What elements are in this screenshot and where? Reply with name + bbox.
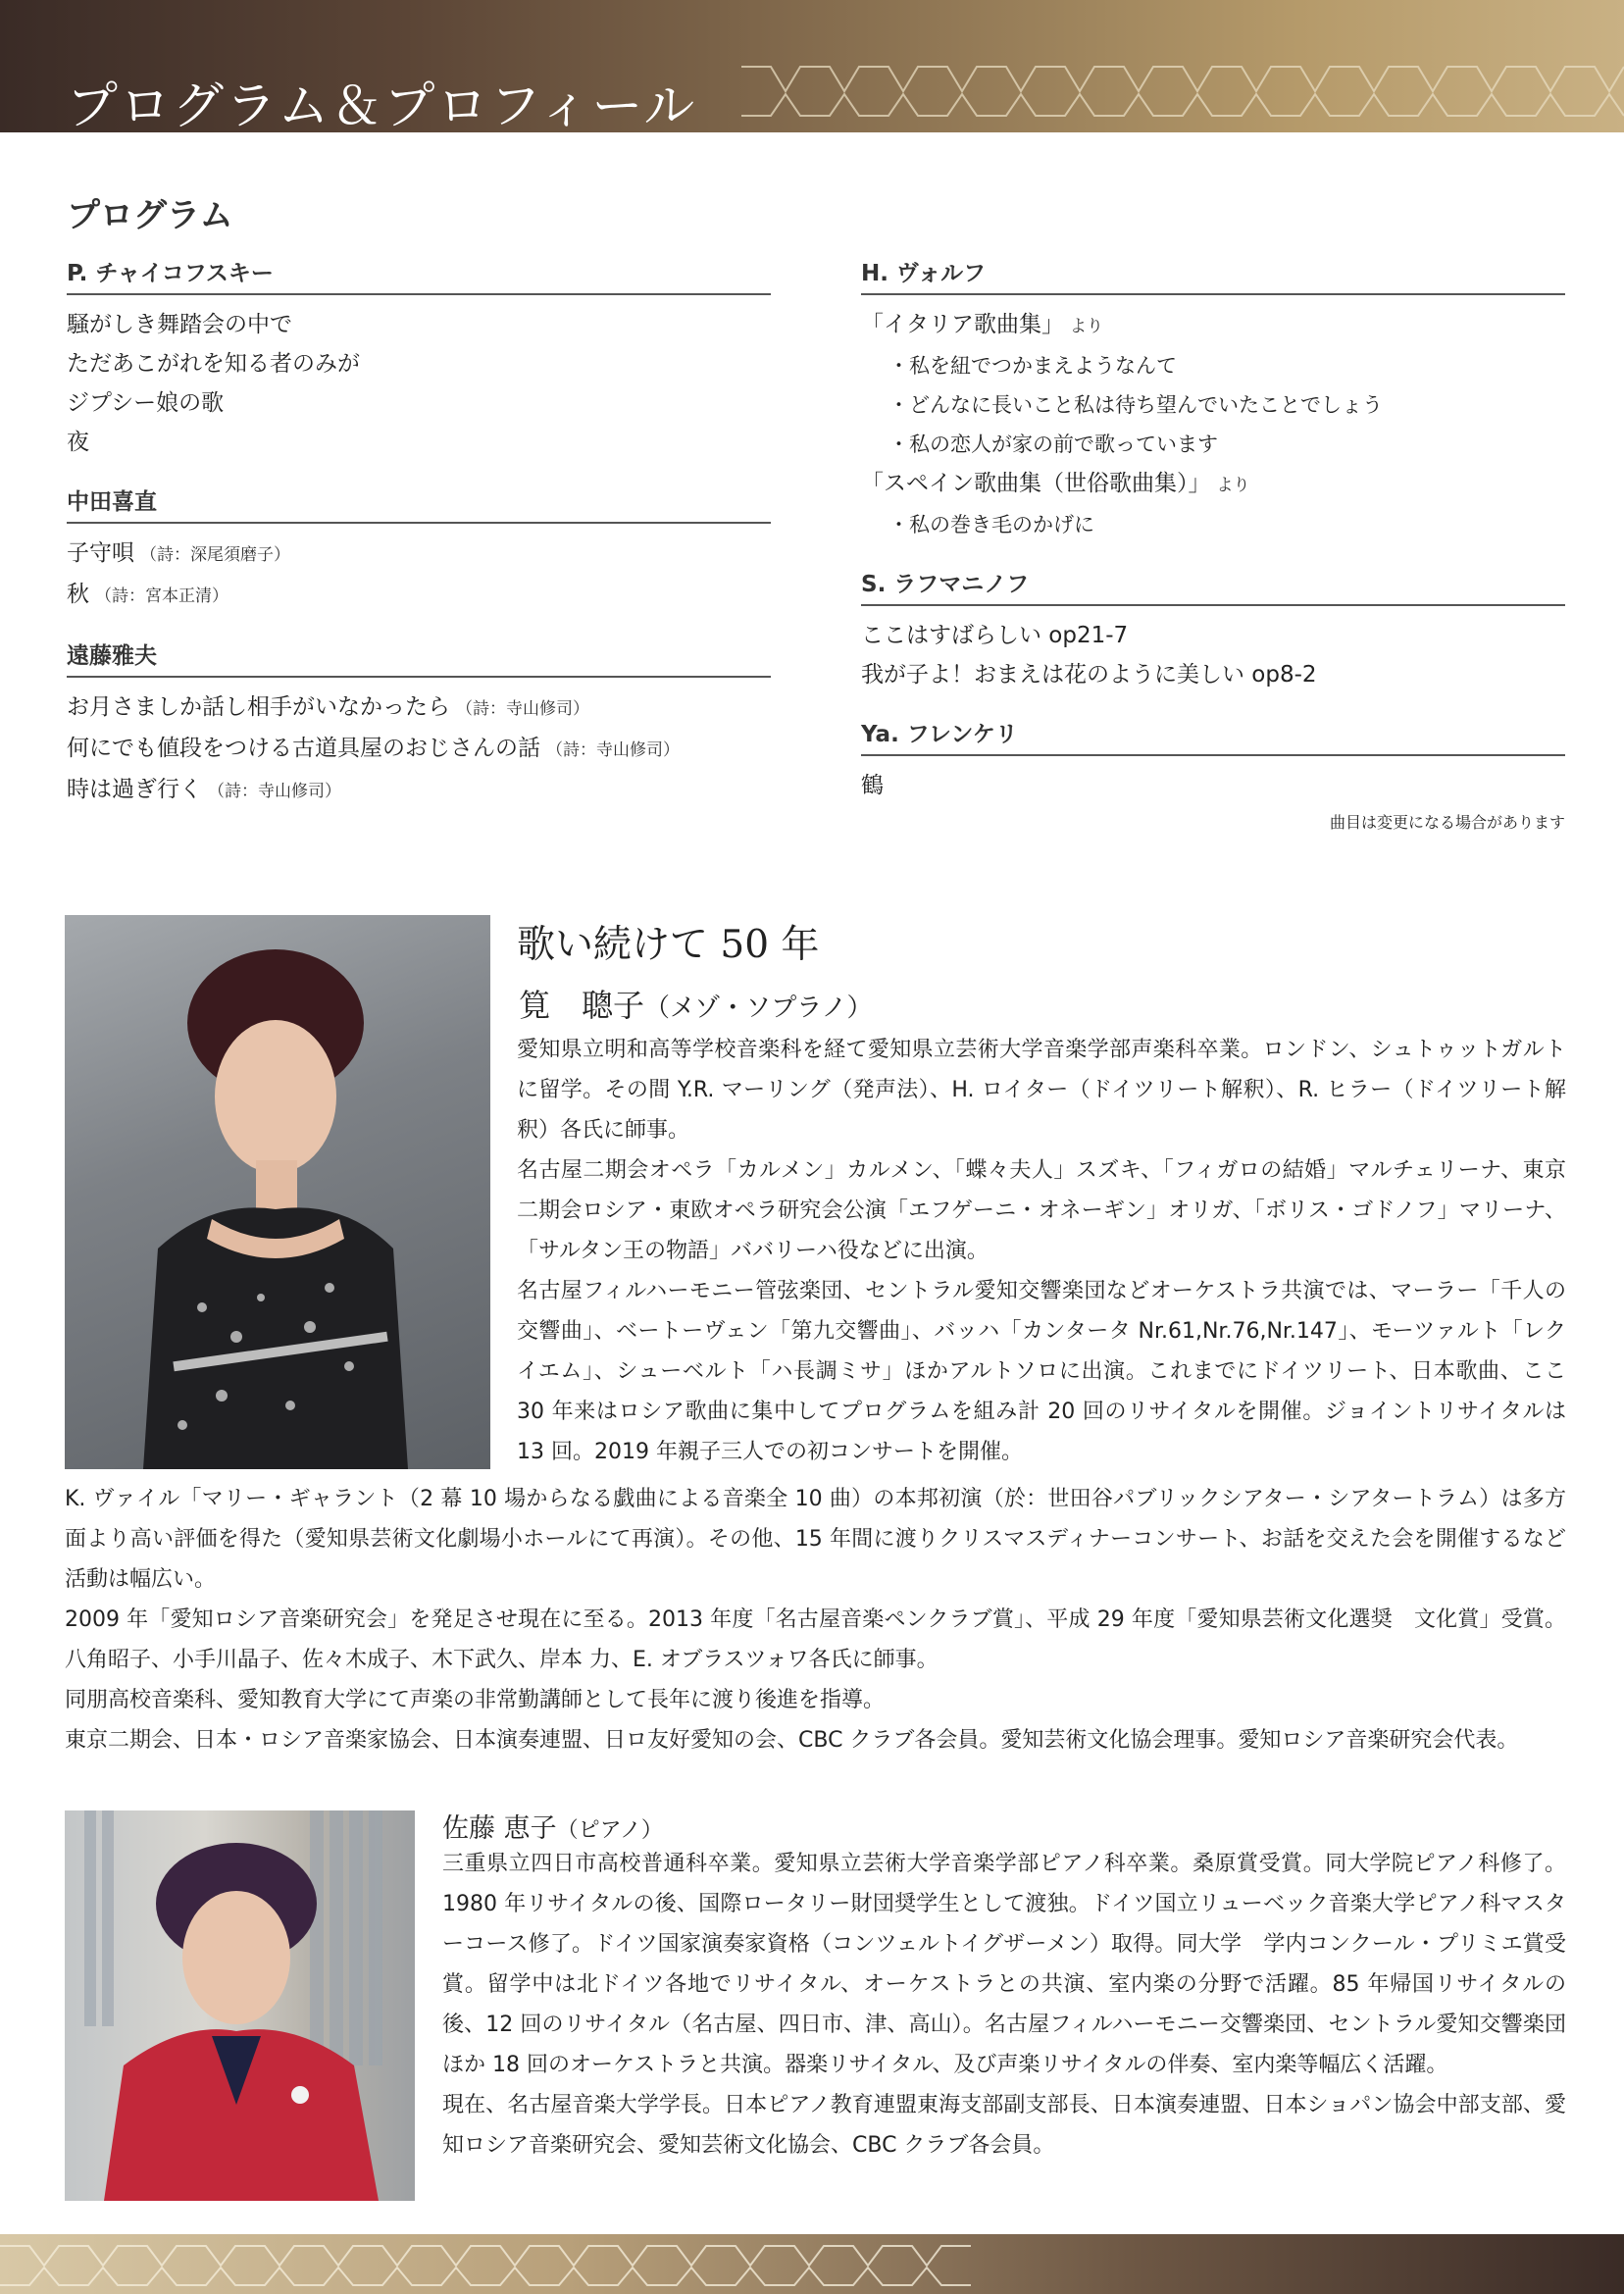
composer-name: 中田喜直: [67, 484, 771, 524]
bio-paragraph: 三重県立四日市高校普通科卒業。愛知県立芸術大学音楽学部ピアノ科卒業。桑原賞受賞。同大学院ピアノ科修了。1980 年リサイタルの後、国際ロータリー財団奨学生として渡独。ドイツ国立リューベック音楽大学ピアノ科マスターコース修了。ドイツ国家演奏家資格（コンツェルトイグザーメン）取得。同大学 学内コンクール・プリミエ賞受賞。留学中は北ドイツ各地でリサイタル、オーケストラとの共演、室内楽の分野で活躍。85 年帰国リサイタルの後、12 回のリサイタル（名古屋、四日市、津、高山）。名古屋フィルハーモニー交響楽団、セントラル愛知交響楽団ほか 18 回のオーケストラと共演。器楽リサイタル、及び声楽リサイタルの伴奏、室内楽等幅広く活躍。: [442, 1852, 1566, 2077]
decorative-pattern: [0, 2234, 981, 2294]
piece-title: ジプシー娘の歌: [67, 390, 225, 416]
lyricist-note: （詩：深尾須磨子）: [140, 545, 290, 565]
bio-paragraph: 名古屋フィルハーモニー管弦楽団、セントラル愛知交響楽団などオーケストラ共演では、マーラー「千人の交響曲」、ベートーヴェン「第九交響曲」、バッハ「カンタータ Nr.61,Nr.76,Nr.147」、モーツァルト「レクイエム」、シューベルト「ハ長調ミサ」ほかアルトソロに出演。これまでにドイツリート、日本歌曲、ここ 30 年来はロシア歌曲に集中してプログラムを組み計 20 回のリサイタルを開催。ジョイントリサイタルは 13 回。2019 年親子三人での初コンサートを開催。: [517, 1279, 1566, 1464]
piece-title: お月さましか話し相手がいなかったら （詩：寺山修司）: [67, 694, 589, 720]
performer-role: （メゾ・ソプラノ）: [644, 994, 873, 1023]
composer-group: [861, 255, 1565, 544]
biography-sato: [442, 1844, 1566, 2166]
header-band: [0, 0, 1624, 132]
footer-band: [0, 2234, 1624, 2294]
composer-group: [67, 637, 771, 811]
composer-name: S. ラフマニノフ: [861, 566, 1565, 606]
source-note: より: [1216, 476, 1250, 495]
performer-name: 佐藤 恵子: [442, 1813, 557, 1844]
piece-title: 「イタリア歌曲集」 より: [861, 312, 1103, 337]
lyricist-note: （詩：宮本正清）: [95, 586, 228, 606]
piece-title: ここはすばらしい op21-7: [861, 623, 1129, 648]
bio-paragraph: 現在、名古屋音楽大学学長。日本ピアノ教育連盟東海支部副支部長、日本演奏連盟、日本ショパン協会中部支部、愛知ロシア音楽研究会、愛知芸術文化協会、CBC クラブ各会員。: [442, 2093, 1566, 2158]
performer-name: 筧 聰子: [519, 987, 645, 1024]
composer-name: 遠藤雅夫: [67, 637, 771, 678]
piece-title: ・私を紐でつかまえようなんて: [888, 354, 1177, 378]
composer-group: [861, 566, 1565, 694]
performer-name-kakei: [519, 981, 872, 1026]
piece-title: 騒がしき舞踏会の中で: [67, 312, 292, 337]
composer-group: [67, 255, 771, 462]
bio-paragraph: 東京二期会、日本・ロシア音楽家協会、日本演奏連盟、日ロ友好愛知の会、CBC クラブ各会員。愛知芸術文化協会理事。愛知ロシア音楽研究会代表。: [65, 1728, 1519, 1753]
piece-title: 子守唄 （詩：深尾須磨子）: [67, 540, 290, 566]
piece-title: ただあこがれを知る者のみが: [67, 351, 360, 377]
piece-title: ・私の恋人が家の前で歌っています: [888, 433, 1218, 456]
profile-headline: 歌い続けて 50 年: [517, 923, 820, 967]
bio-paragraph: 名古屋二期会オペラ「カルメン」カルメン、「蝶々夫人」スズキ、「フィガロの結婚」マルチェリーナ、東京二期会ロシア・東欧オペラ研究会公演「エフゲーニ・オネーギン」オリガ、「ボリス・ゴドノフ」マリーナ、「サルタン王の物語」ババリーハ役などに出演。: [517, 1158, 1566, 1263]
composer-group: [67, 484, 771, 616]
portrait-photo-sato: [65, 1810, 415, 2201]
lyricist-note: （詩：寺山修司）: [208, 782, 341, 801]
performer-role: （ピアノ）: [556, 1818, 663, 1843]
bio-paragraph: 同朋高校音楽科、愛知教育大学にて声楽の非常勤講師として長年に渡り後進を指導。: [65, 1688, 886, 1712]
bio-paragraph: 2009 年「愛知ロシア音楽研究会」を発足させ現在に至る。2013 年度「名古屋音楽ペンクラブ賞」、平成 29 年度「愛知県芸術文化選奨 文化賞」受賞。八角昭子、小手川晶子、佐々木成子、木下武久、岸本 力、E. オブラスツォワ各氏に師事。: [65, 1607, 1566, 1672]
page-title: プログラム＆プロフィール: [67, 77, 697, 132]
portrait-illustration: [65, 1810, 415, 2201]
program-left-column: [67, 255, 771, 833]
biography-kakei-bottom: [65, 1479, 1566, 1760]
bio-paragraph: 愛知県立明和高等学校音楽科を経て愛知県立芸術大学音楽学部声楽科卒業。ロンドン、シュトゥットガルトに留学。その間 Y.R. マーリング（発声法）、H. ロイター（ドイツリート解釈）、R. ヒラー（ドイツリート解釈）各氏に師事。: [517, 1038, 1566, 1143]
piece-title: 時は過ぎ行く （詩：寺山修司）: [67, 777, 341, 802]
composer-name: P. チャイコフスキー: [67, 255, 771, 295]
program-heading: プログラム: [67, 196, 233, 235]
composer-name: Ya. フレンケリ: [861, 716, 1565, 756]
piece-title: 鶴: [861, 773, 884, 798]
lyricist-note: （詩：寺山修司）: [546, 740, 680, 760]
source-note: より: [1070, 317, 1103, 336]
piece-title: ・私の巻き毛のかげに: [888, 513, 1094, 536]
program-right-column: [861, 255, 1565, 827]
composer-name: H. ヴォルフ: [861, 255, 1565, 295]
decorative-pattern: [741, 57, 1624, 126]
portrait-photo-kakei: [65, 915, 490, 1469]
piece-title: 夜: [67, 430, 89, 455]
lyricist-note: （詩：寺山修司）: [456, 699, 589, 719]
portrait-illustration: [65, 915, 490, 1469]
composer-group: [861, 716, 1565, 805]
bio-paragraph: K. ヴァイル「マリー・ギャラント（2 幕 10 場からなる戯曲による音楽全 10 曲）の本邦初演（於：世田谷パブリックシアター・シアタートラム）は多方面より高い評価を得た（愛知県芸術文化劇場小ホールにて再演）。その他、15 年間に渡りクリスマスディナーコンサート、お話を交えた会を開催するなど活動は幅広い。: [65, 1487, 1566, 1592]
piece-title: ・どんなに長いこと私は待ち望んでいたことでしょう: [888, 393, 1383, 417]
performer-name-sato: [442, 1807, 663, 1845]
piece-title: 何にでも値段をつける古道具屋のおじさんの話 （詩：寺山修司）: [67, 736, 680, 761]
piece-title: 秋 （詩：宮本正清）: [67, 582, 228, 607]
piece-title: 我が子よ！おまえは花のように美しい op8-2: [861, 662, 1317, 688]
piece-title: 「スペイン歌曲集（世俗歌曲集）」 より: [861, 471, 1250, 496]
biography-kakei-top: [517, 1030, 1566, 1472]
program-change-note: 曲目は変更になる場合があります: [1329, 813, 1565, 832]
